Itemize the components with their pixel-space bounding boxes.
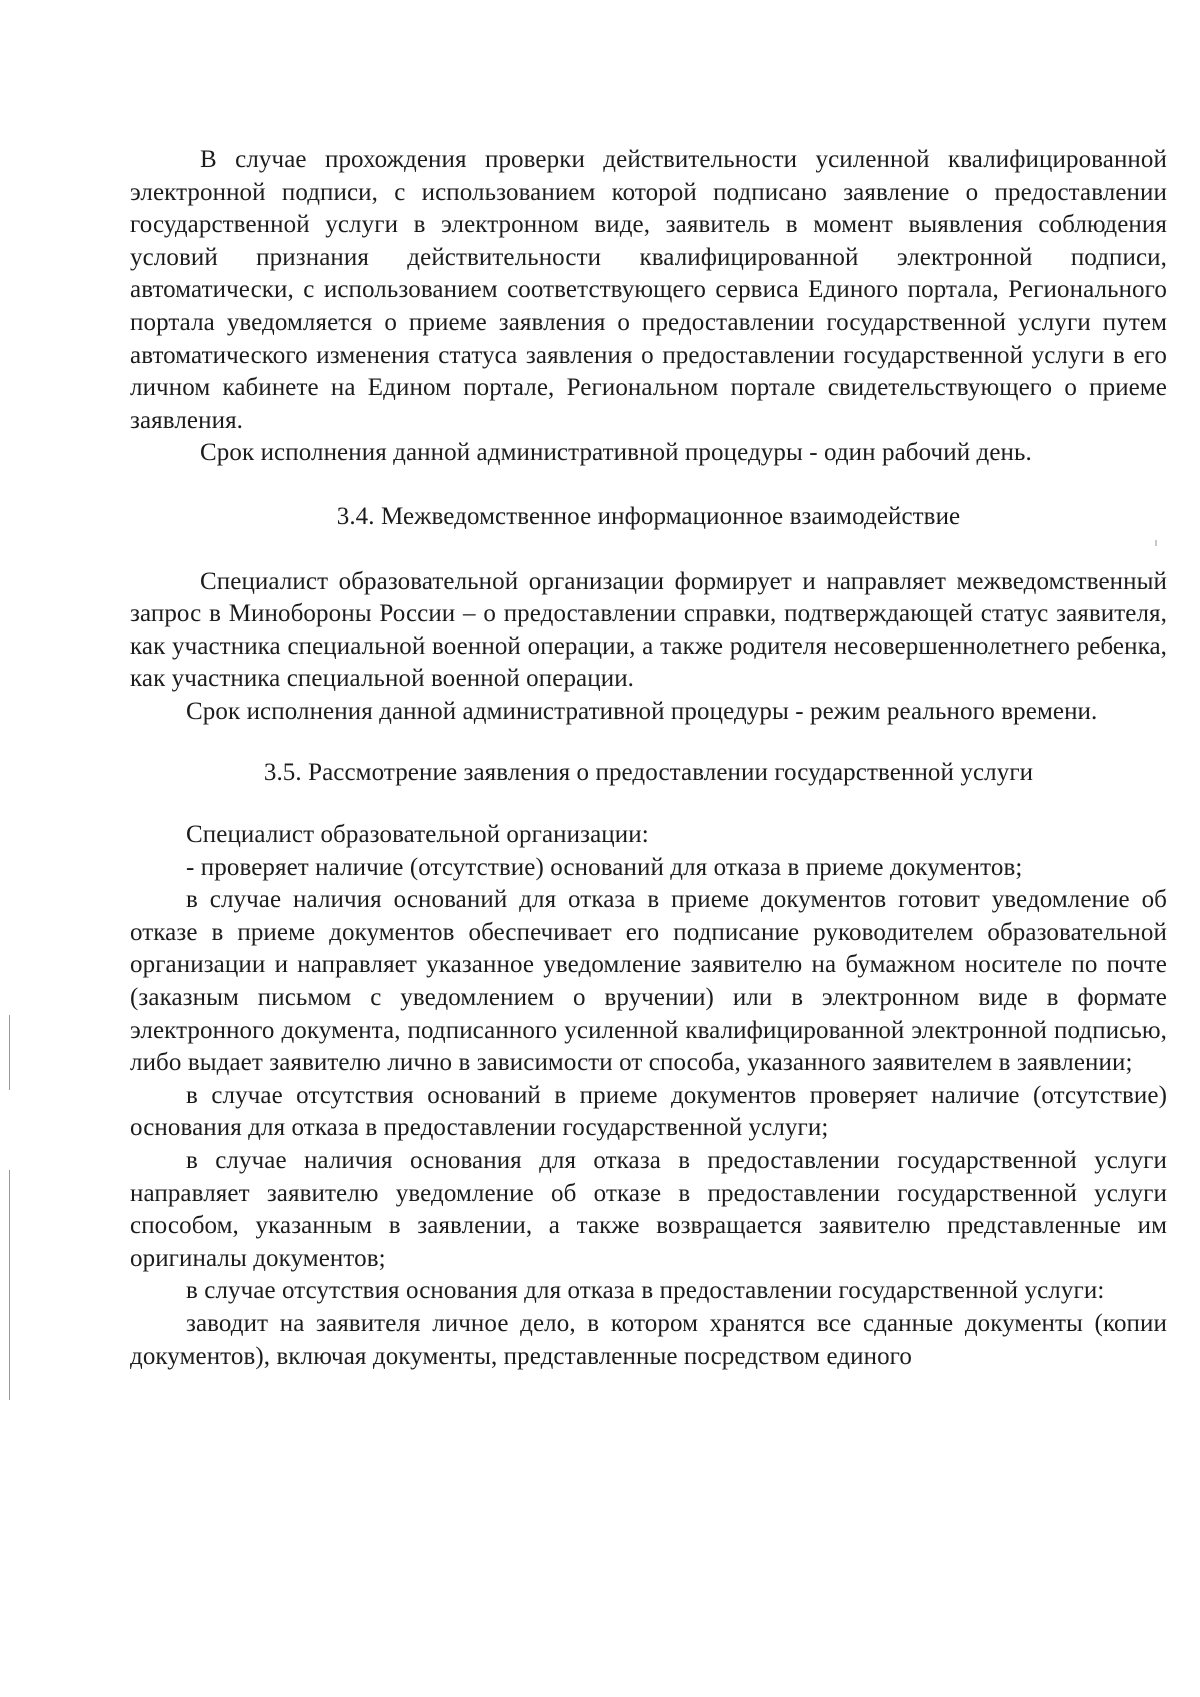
paragraph-refusal-notice: в случае наличия оснований для отказа в приеме документов готовит уведомление об отказе в приеме документов обеспечивает его подписание руководителем образовательной организации и направляет указанное уведомление заявителю на бумажном носителе по почте (заказным письмом с уведомлением о вручении) или в электронном виде в формате электронного документа, подписанного усиленной квалифицированной электронной подписью, либо выдает заявителю лично в зависимости от способа, указанного заявителем в заявлении;: [130, 886, 1167, 1077]
paragraph-check-grounds: - проверяет наличие (отсутствие) оснований для отказа в приеме документов;: [186, 853, 1023, 881]
paragraph-signature-check: В случае прохождения проверки действительности усиленной квалифицированной электронной подписи, с использованием которой подписано заявление о предоставлении государственной услуги в электронном виде, заявитель в момент выявления соблюдения условий признания действительности квалифицированной электронной подписи, автоматически, с использованием соответствующего сервиса Единого портала, Регионального портала уведомляется о приеме заявления о предоставлении государственной услуги путем автоматического изменения статуса заявления о предоставлении государственной услуги в его личном кабинете на Едином портале, Региональном портале свидетельствующего о приеме заявления.: [130, 146, 1167, 434]
document-body: [130, 144, 1167, 1373]
scan-margin-line-upper: [9, 1015, 10, 1090]
section-heading-3-4: 3.4. Межведомственное информационное взаимодействие: [336, 502, 961, 530]
paragraph-specialist-intro: Специалист образовательной организации:: [186, 821, 649, 849]
section-heading-3-5: 3.5. Рассмотрение заявления о предоставлении государственной услуги: [263, 758, 1034, 786]
paragraph-refusal-service: в случае наличия основания для отказа в предоставлении государственной услуги направляет заявителю уведомление об отказе в предоставлении государственной услуги способом, указанным в заявлении, а также возвращается заявителю представленные им оригиналы документов;: [130, 1147, 1167, 1272]
paragraph-interagency-request: Специалист образовательной организации формирует и направляет межведомственный запрос в Минобороны России – о предоставлении справки, подтверждающей статус заявителя, как участника специальной военной операции, а также родителя несовершеннолетнего ребенка, как участника специальной военной операции.: [130, 567, 1167, 693]
paragraph-deadline-realtime: Срок исполнения данной административной процедуры - режим реального времени.: [186, 697, 1098, 725]
paragraph-personal-file: заводит на заявителя личное дело, в котором хранятся все сданные документы (копии документов), включая документы, представленные посредством единого: [130, 1310, 1167, 1370]
scan-margin-line-lower: [9, 1170, 10, 1400]
paragraph-deadline-one-day: Срок исполнения данной административной процедуры - один рабочий день.: [200, 439, 1032, 467]
paragraph-no-refusal-grounds: в случае отсутствия основания для отказа в предоставлении государственной услуги:: [186, 1277, 1105, 1305]
paragraph-no-grounds-check: в случае отсутствия оснований в приеме документов проверяет наличие (отсутствие) основания для отказа в предоставлении государственной услуги;: [130, 1081, 1167, 1142]
